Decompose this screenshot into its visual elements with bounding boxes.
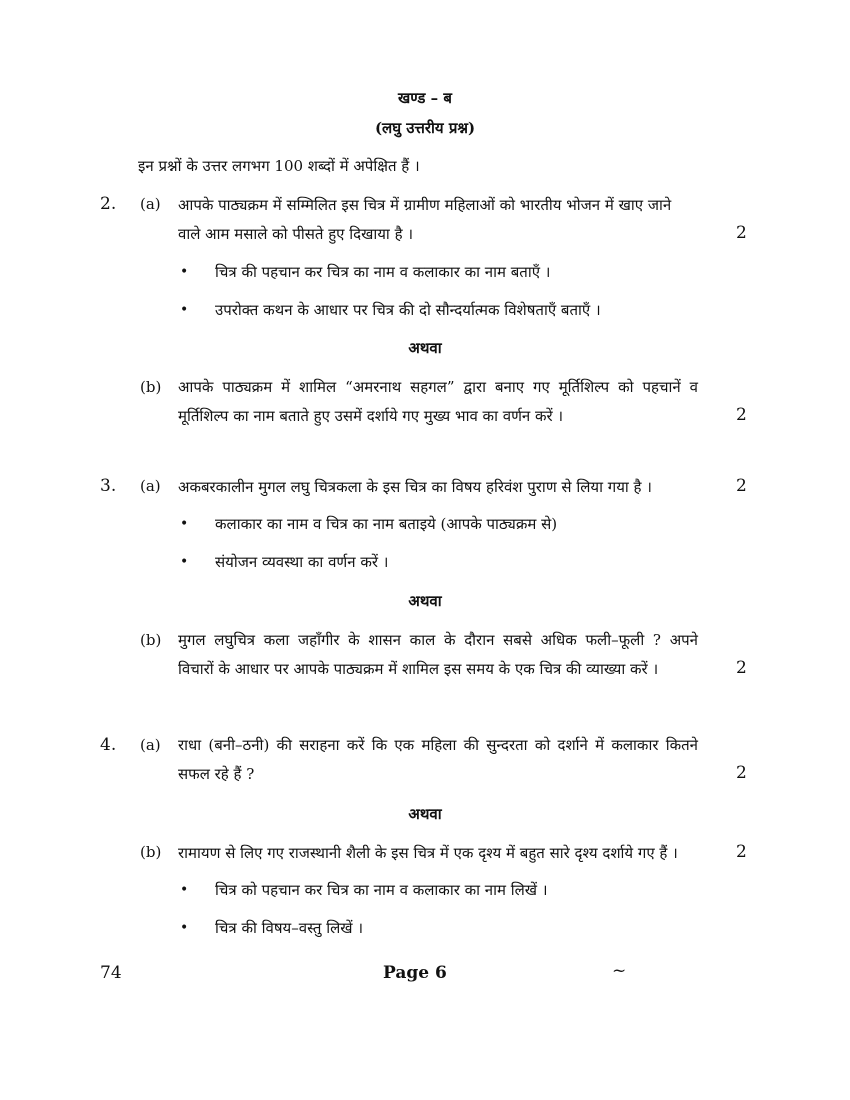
bullet-text: संयोजन व्यवस्था का वर्णन करें । — [215, 553, 389, 571]
question-text: सफल रहे हैं ? — [178, 765, 255, 783]
subquestion-label: (b) — [140, 631, 162, 649]
marks: 2 — [736, 763, 747, 783]
marks: 2 — [736, 842, 747, 862]
marks: 2 — [736, 476, 747, 496]
question-text: विचारों के आधार पर आपके पाठ्यक्रम में शामिल इस समय के एक चित्र की व्याख्या करें । — [178, 660, 659, 678]
or-label: अथवा — [408, 339, 442, 357]
section-instruction: इन प्रश्नों के उत्तर लगभग 100 शब्दों में अपेक्षित हैं । — [138, 157, 420, 175]
question-text: मुगल लघुचित्र कला जहाँगीर के शासन काल के दौरान सबसे अधिक फली–फूली ? अपने — [178, 631, 698, 649]
question-text: आपके पाठ्यक्रम में शामिल “अमरनाथ सहगल” द्वारा बनाए गए मूर्तिशिल्प को पहचानें व — [178, 378, 698, 396]
bullet-icon: • — [180, 882, 189, 898]
question-text: रामायण से लिए गए राजस्थानी शैली के इस चित्र में एक दृश्य में बहुत सारे दृश्य दर्शाये गए हैं । — [178, 844, 678, 862]
section-title: खण्ड – ब — [398, 89, 452, 107]
bullet-text: चित्र को पहचान कर चित्र का नाम व कलाकार का नाम लिखें । — [215, 881, 548, 899]
subquestion-label: (b) — [140, 843, 162, 861]
subquestion-label: (a) — [140, 195, 161, 213]
question-number: 2. — [100, 194, 117, 214]
question-text: राधा (बनी–ठनी) की सराहना करें कि एक महिला की सुन्दरता को दर्शाने में कलाकार कितने — [178, 736, 698, 754]
bullet-icon: • — [180, 302, 189, 318]
question-text: आपके पाठ्यक्रम में सम्मिलित इस चित्र में ग्रामीण महिलाओं को भारतीय भोजन में खाए जाने — [178, 196, 672, 214]
subquestion-label: (b) — [140, 378, 162, 396]
page-number: Page 6 — [383, 963, 447, 983]
subquestion-label: (a) — [140, 736, 161, 754]
bullet-icon: • — [180, 264, 189, 280]
bullet-text: चित्र की विषय–वस्तु लिखें । — [215, 919, 363, 937]
footer-mark: ~ — [612, 961, 627, 981]
paper-code: 74 — [100, 963, 122, 983]
bullet-text: कलाकार का नाम व चित्र का नाम बताइये (आपके पाठ्यक्रम से) — [215, 515, 558, 533]
question-text: अकबरकालीन मुगल लघु चित्रकला के इस चित्र का विषय हरिवंश पुराण से लिया गया है । — [178, 478, 652, 496]
bullet-text: उपरोक्त कथन के आधार पर चित्र की दो सौन्दर्यात्मक विशेषताएँ बताएँ । — [215, 301, 601, 319]
marks: 2 — [736, 658, 747, 678]
or-label: अथवा — [408, 592, 442, 610]
bullet-icon: • — [180, 554, 189, 570]
bullet-icon: • — [180, 516, 189, 532]
question-text: वाले आम मसाले को पीसते हुए दिखाया है । — [178, 225, 414, 243]
question-number: 4. — [100, 735, 117, 755]
marks: 2 — [736, 223, 747, 243]
question-text: मूर्तिशिल्प का नाम बताते हुए उसमें दर्शाये गए मुख्य भाव का वर्णन करें । — [178, 407, 564, 425]
question-number: 3. — [100, 476, 117, 496]
section-subtitle: (लघु उत्तरीय प्रश्न) — [374, 119, 476, 137]
subquestion-label: (a) — [140, 477, 161, 495]
marks: 2 — [736, 405, 747, 425]
bullet-icon: • — [180, 920, 189, 936]
or-label: अथवा — [408, 805, 442, 823]
bullet-text: चित्र की पहचान कर चित्र का नाम व कलाकार का नाम बताएँ । — [215, 263, 551, 281]
